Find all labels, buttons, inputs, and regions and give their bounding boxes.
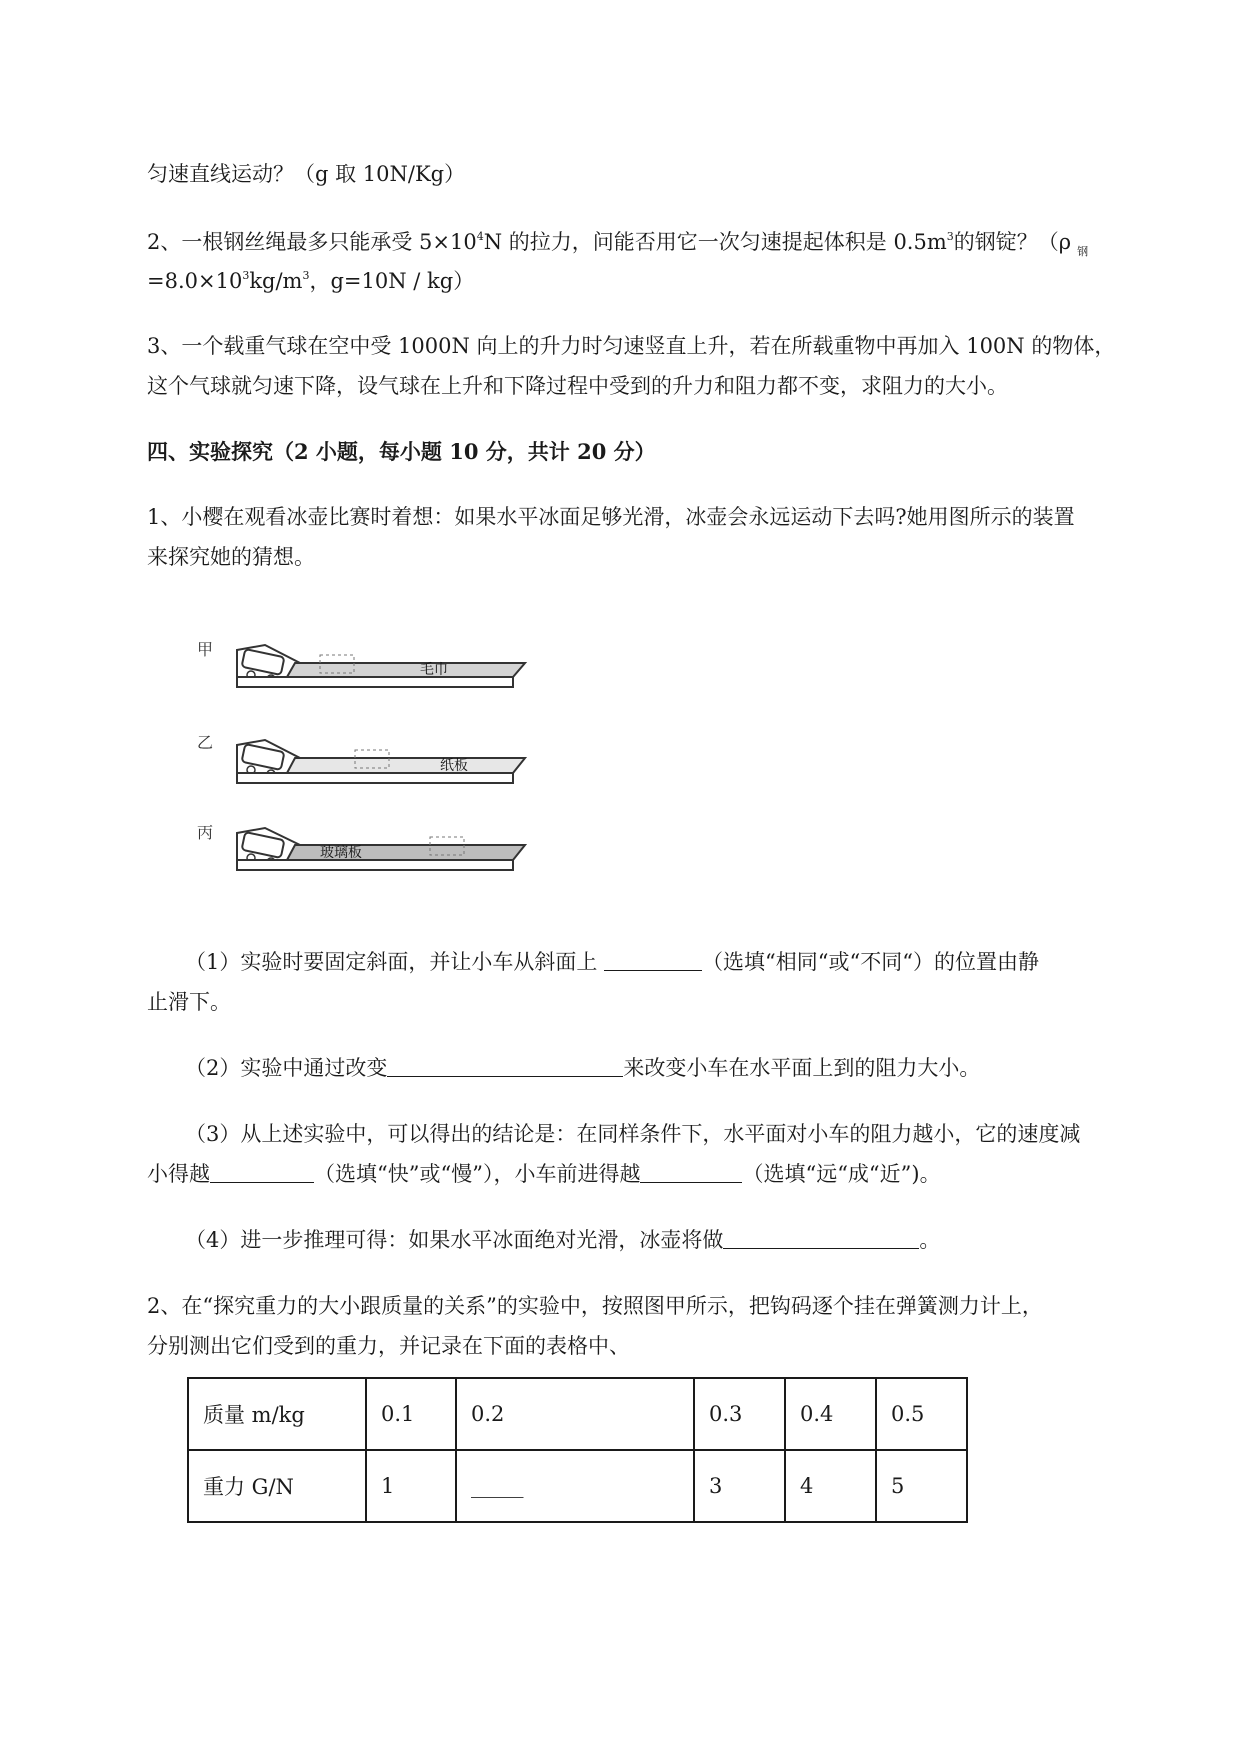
sub-question-1-line1 bbox=[185, 946, 1039, 976]
sub3-blank-1[interactable] bbox=[210, 1160, 314, 1183]
q2-text-d: =8.0×10 bbox=[147, 269, 243, 293]
board-jia-edge bbox=[237, 677, 513, 687]
experiment-1-line1: 1、小樱在观看冰壶比赛时着想：如果水平冰面足够光滑，冰壶会永远运动下去吗?她用图所示的装置 bbox=[147, 505, 1075, 529]
sub3-text-c: （选填“远“成“近”)。 bbox=[742, 1162, 941, 1186]
board-yi bbox=[287, 758, 525, 773]
sub-question-2 bbox=[185, 1052, 980, 1082]
sub2-text-b: 来改变小车在水平面上到的阻力大小。 bbox=[623, 1056, 981, 1080]
q2-exponent-3: 3 bbox=[242, 269, 250, 282]
table-cell: 1 bbox=[366, 1450, 456, 1522]
table-row bbox=[188, 1450, 967, 1522]
q2-subscript: 钢 bbox=[1077, 245, 1089, 258]
figure-tag-jia: 甲 bbox=[197, 640, 214, 659]
paragraph-continuation: 匀速直线运动？（g 取 10N/Kg） bbox=[147, 162, 466, 186]
experiment-2-line2: 分别测出它们受到的重力，并记录在下面的表格中、 bbox=[147, 1334, 630, 1358]
table-cell: 4 bbox=[785, 1450, 876, 1522]
table-cell: 重力 G/N bbox=[188, 1450, 366, 1522]
question-2-line2 bbox=[147, 265, 474, 295]
q2-text-a: 2、一根钢丝绳最多只能承受 5×10 bbox=[147, 230, 477, 254]
experiment-1-line2: 来探究她的猜想。 bbox=[147, 545, 315, 569]
sub1-text-b: （选填“相同“或“不同“）的位置由静 bbox=[702, 950, 1039, 974]
q2-text-b: N 的拉力，问能否用它一次匀速提起体积是 0.5m bbox=[483, 230, 947, 254]
data-table bbox=[187, 1377, 968, 1523]
figure-row-yi bbox=[197, 733, 525, 783]
figure-row-jia bbox=[197, 640, 525, 687]
q2-text-c: 的钢锭？（ρ bbox=[953, 230, 1072, 254]
sub2-text-a: （2）实验中通过改变 bbox=[185, 1056, 388, 1080]
question-2-line1 bbox=[147, 226, 1088, 259]
q2-text-f: ，g=10N / kg） bbox=[309, 269, 475, 293]
sub1-blank[interactable] bbox=[604, 948, 702, 971]
sub4-blank[interactable] bbox=[723, 1226, 919, 1249]
table-cell: 0.1 bbox=[366, 1378, 456, 1450]
sub-question-3-line2 bbox=[147, 1158, 941, 1188]
section-4-heading: 四、实验探究（2 小题，每小题 10 分，共计 20 分） bbox=[147, 439, 656, 464]
sub1-text-a: （1）实验时要固定斜面，并让小车从斜面上 bbox=[185, 950, 605, 974]
q2-text-e: kg/m bbox=[249, 269, 303, 293]
table-cell: 0.3 bbox=[694, 1378, 785, 1450]
table-cell: 0.2 bbox=[456, 1378, 694, 1450]
table-cell: 3 bbox=[694, 1450, 785, 1522]
sub-question-3-line1: （3）从上述实验中，可以得出的结论是：在同样条件下，水平面对小车的阻力越小，它的速度减 bbox=[185, 1122, 1081, 1146]
sub2-blank[interactable] bbox=[387, 1054, 623, 1077]
board-bing-edge bbox=[237, 860, 513, 870]
question-3-line1: 3、一个载重气球在空中受 1000N 向上的升力时匀速竖直上升，若在所载重物中再加入 100N 的物体， bbox=[147, 334, 1116, 358]
table-cell: 质量 m/kg bbox=[188, 1378, 366, 1450]
experiment-2-line1: 2、在“探究重力的大小跟质量的关系”的实验中，按照图甲所示，把钩码逐个挂在弹簧测力计上， bbox=[147, 1294, 1043, 1318]
figure-row-bing bbox=[197, 823, 525, 870]
sub3-text-b: （选填“快”或“慢”），小车前进得越 bbox=[314, 1162, 641, 1186]
surface-label-bing: 玻璃板 bbox=[320, 845, 362, 861]
figure-tag-bing: 丙 bbox=[197, 823, 214, 842]
board-jia bbox=[287, 663, 525, 677]
table-cell: 0.4 bbox=[785, 1378, 876, 1450]
sub-question-1-line2: 止滑下。 bbox=[147, 990, 231, 1014]
sub4-text-a: （4）进一步推理可得：如果水平冰面绝对光滑，冰壶将做 bbox=[185, 1228, 724, 1252]
q2-exponent-1: 4 bbox=[476, 230, 484, 243]
surface-label-jia: 毛巾 bbox=[420, 662, 448, 678]
table-cell: 0.5 bbox=[876, 1378, 967, 1450]
table-cell-blank[interactable]: _____ bbox=[456, 1450, 694, 1522]
inclined-plane-figure bbox=[195, 615, 585, 915]
sub3-blank-2[interactable] bbox=[640, 1160, 742, 1183]
sub3-text-a: 小得越 bbox=[147, 1162, 210, 1186]
table-cell: 5 bbox=[876, 1450, 967, 1522]
q2-exponent-4: 3 bbox=[302, 269, 310, 282]
board-yi-edge bbox=[237, 773, 513, 783]
figure-tag-yi: 乙 bbox=[197, 733, 214, 752]
sub-question-4 bbox=[185, 1224, 940, 1254]
table-row bbox=[188, 1378, 967, 1450]
question-3-line2: 这个气球就匀速下降，设气球在上升和下降过程中受到的升力和阻力都不变，求阻力的大小。 bbox=[147, 374, 1008, 398]
q2-exponent-2: 3 bbox=[946, 230, 954, 243]
surface-label-yi: 纸板 bbox=[440, 758, 468, 774]
sub4-text-b: 。 bbox=[919, 1228, 941, 1252]
